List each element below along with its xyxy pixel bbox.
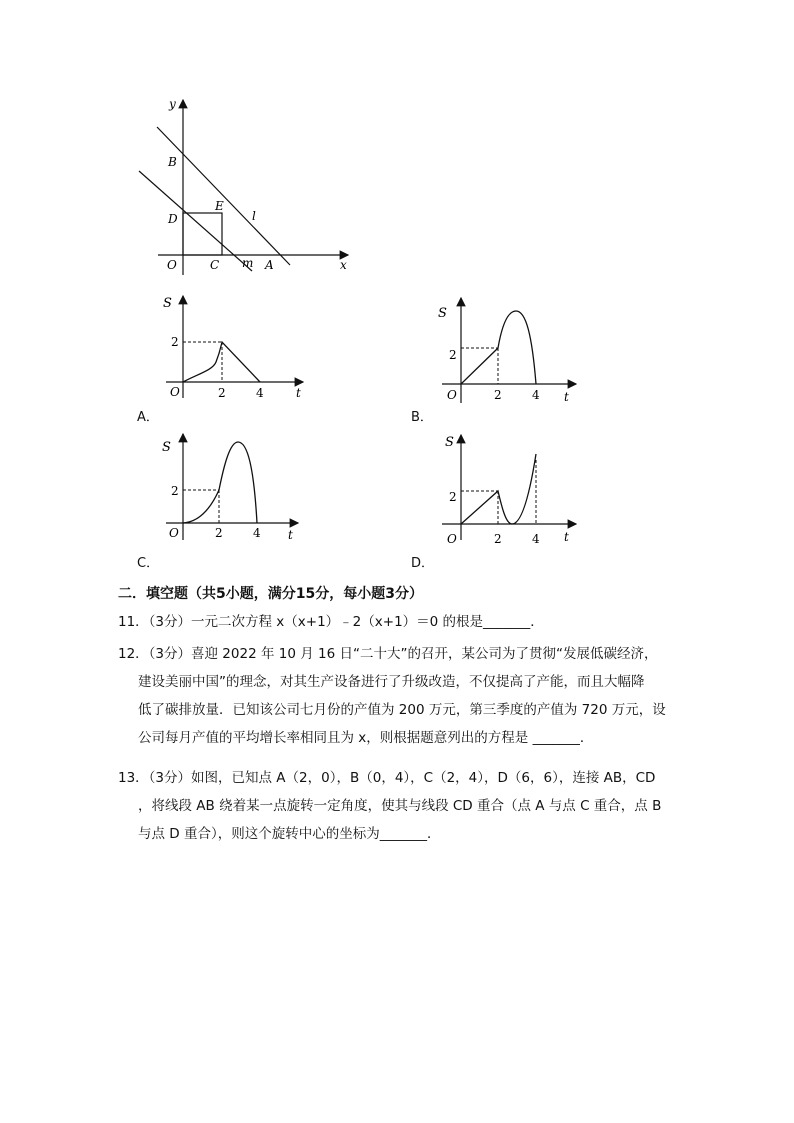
label-l: l: [252, 209, 256, 223]
label-m: m: [242, 256, 254, 270]
x-tick-4: 4: [532, 532, 540, 546]
x-tick-2: 2: [494, 532, 502, 546]
question-12-line-2: 建设美丽中国”的理念，对其生产设备进行了升级改造，不仅提高了产能，而且大幅降: [138, 674, 645, 690]
question-11-line-1: 11．（3分）一元二次方程 x（x+1）﹣2（x+1）＝0 的根是_______．: [118, 614, 544, 630]
question-13-line-1: 13．（3分）如图，已知点 A（2，0），B（0，4），C（2，4），D（6，6），连接 AB，CD: [118, 770, 656, 786]
option-c-label: C．: [137, 556, 160, 571]
x-tick-2: 2: [494, 388, 502, 402]
label-t: t: [288, 528, 293, 542]
label-o: O: [170, 385, 180, 399]
option-a-label: A．: [137, 410, 159, 425]
y-tick-2: 2: [171, 335, 179, 349]
label-b: B: [168, 155, 177, 169]
x-tick-2: 2: [215, 526, 223, 540]
question-13-line-3: 与点 D 重合），则这个旋转中心的坐标为_______．: [138, 826, 441, 842]
curve: [183, 442, 257, 523]
x-tick-4: 4: [253, 526, 261, 540]
label-y: y: [169, 97, 176, 111]
label-c: C: [210, 258, 220, 272]
question-12-line-4: 公司每月产值的平均增长率相同且为 x，则根据题意列出的方程是 _______．: [138, 730, 594, 746]
label-s: S: [163, 296, 172, 311]
label-t: t: [296, 386, 301, 400]
label-e: E: [215, 199, 224, 213]
y-tick-2: 2: [449, 490, 457, 504]
x-tick-4: 4: [532, 388, 540, 402]
question-13-line-2: ，将线段 AB 绕着某一点旋转一定角度，使其与线段 CD 重合（点 A 与点 C 重合，点 B: [138, 798, 662, 814]
label-o: O: [447, 388, 457, 402]
line-l: [157, 127, 290, 265]
label-d: D: [168, 212, 178, 226]
label-o: O: [167, 258, 177, 272]
label-o: O: [447, 532, 457, 546]
label-t: t: [564, 530, 569, 544]
y-tick-2: 2: [449, 348, 457, 362]
label-a: A: [265, 258, 274, 272]
question-11: [118, 608, 678, 636]
question-12-line-3: 低了碳排放量．已知该公司七月份的产值为 200 万元，第三季度的产值为 720 万元，设: [138, 702, 666, 718]
label-s: S: [438, 306, 447, 321]
rectangle-odec: [183, 213, 222, 255]
option-b-graph: [434, 295, 594, 410]
section-title: 二．填空题（共5小题，满分15分，每小题3分）: [118, 586, 423, 602]
line-m: [139, 171, 252, 271]
option-d-label: D．: [411, 556, 435, 571]
option-b-label: B．: [411, 410, 433, 425]
label-s: S: [162, 440, 171, 455]
label-t: t: [564, 390, 569, 404]
y-tick-2: 2: [171, 484, 179, 498]
question-12-line-1: 12．（3分）喜迎 2022 年 10 月 16 日“二十大”的召开，某公司为了贯彻“发展低碳经济，: [118, 646, 658, 662]
option-d-graph: [434, 432, 594, 547]
label-x: x: [340, 258, 347, 272]
option-a-graph: [158, 290, 318, 405]
label-s: S: [445, 435, 454, 450]
main-figure: [130, 95, 360, 285]
question-13: [118, 764, 678, 848]
x-tick-4: 4: [256, 386, 264, 400]
question-12: [118, 640, 678, 752]
option-c-graph: [158, 430, 318, 545]
label-o: O: [169, 526, 179, 540]
x-tick-2: 2: [218, 386, 226, 400]
